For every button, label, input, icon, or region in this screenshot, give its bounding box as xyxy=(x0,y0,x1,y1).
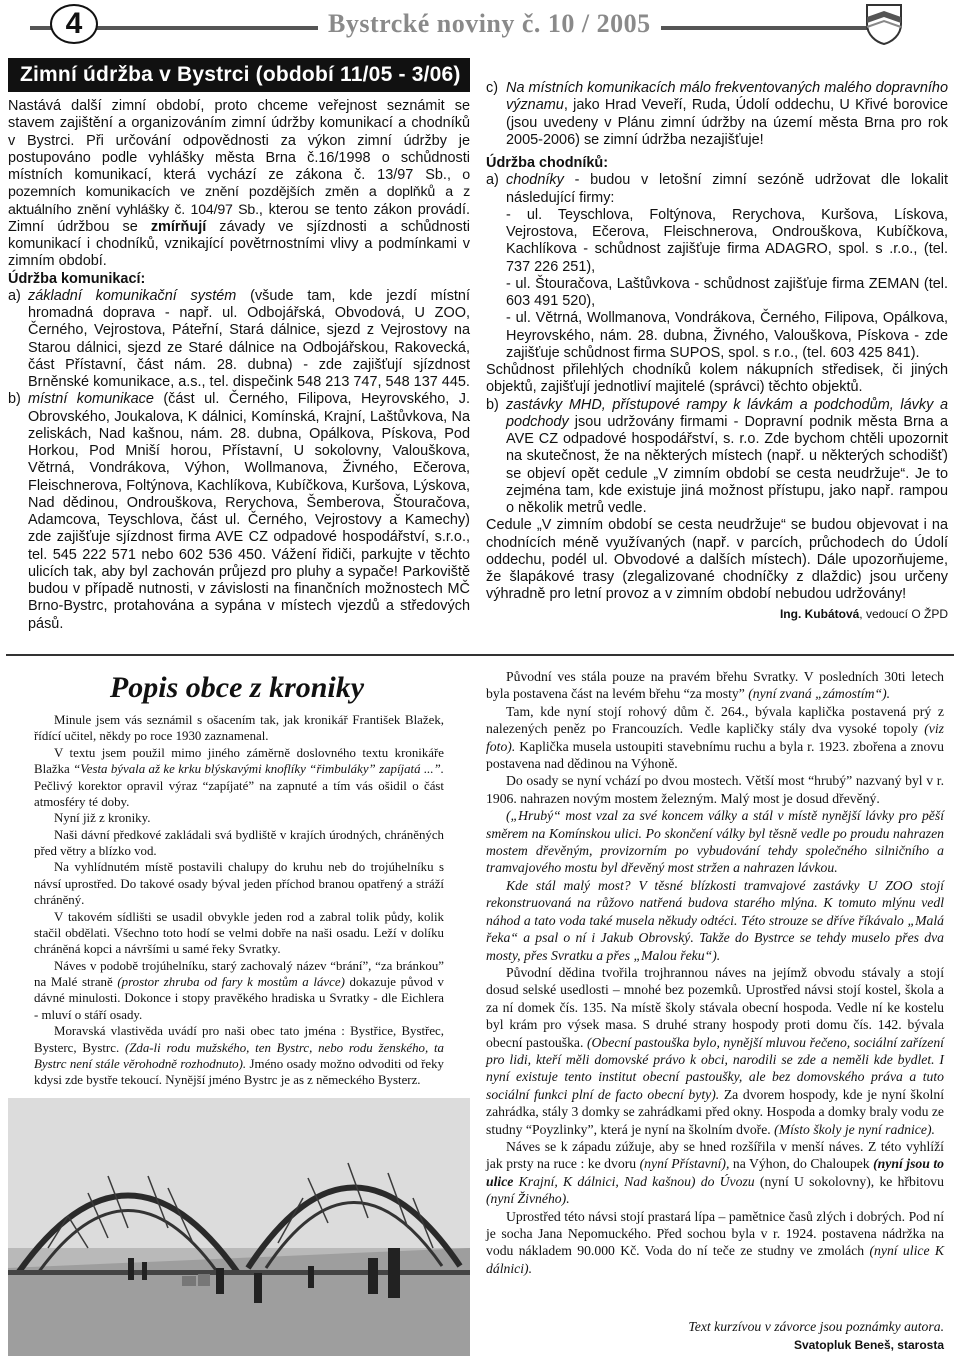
paragraph xyxy=(486,964,944,1138)
text: Kaplička musela ustoupiti stavebnímu ruchu a byla r. 1923. zbořena a znovu postavena nad dědinou na Výhoně. xyxy=(486,738,944,772)
paragraph: Na vyhlídnutém místě postavili chalupy do kruhu neb do trojúhelníku s návsí uprostřed. Do takové osady býval jeden příchod branou opatřený a stráží chráněný. xyxy=(34,860,444,908)
note: (nyní ulice K dálnici). xyxy=(486,1243,944,1276)
paragraph xyxy=(34,958,444,1024)
list-item-text: (část ul. Černého, Filipova, Heyrovského, J. Obrovského, Joukalova, K dálnici, Komínská, Krajní, Laštůvkova, Na zeliskách, Nad kašnou, nám. 28. dubna, Opálkova, Pískova, Pod Horkou, Pod Mniší horou, Přístavní, U sokolovny, Valouškova, Větrná, Vondrákova, Výhon, Wollmanova, Živného, Ečerova, Fleischnerova, Foltýnova, Kachlíkova, Kubíčkova, Kuršova, Lýskova, Nad dědinou, Ondrouškova, Rerychova, Šemberova, Štouračova, Adamcova, Teyschlova, část ul. Černého, Vejrostovy a Kamechy) zde zajišťuje sjízdnost firma AVE CZ odpadové hospodářství, s.r.o., tel. 545 222 571 nebo 602 536 450. Vážení řidiči, parkujte v těchto ulicích tak, aby byl zachován průjezd pro pluhy a sypače! Parkoviště budou v případě nutnosti, v závislosti na finančních možnostech MČ Brno-Bystrc, protahována a sypána v místech vjezdů a středových pásů. xyxy=(28,391,470,632)
page-number: 4 xyxy=(50,4,98,44)
paragraph xyxy=(486,807,944,877)
note: (viz foto). xyxy=(486,721,944,754)
article1-intro xyxy=(8,98,470,271)
paragraph: Do osady se nyní vchází po dvou mostech. Větší most “hrubý” nazvaný byl v r. 1906. nahrazen novým mostem železným. Malý most je dosud dřevěný. xyxy=(486,773,944,806)
list-item-italic: základní komunikační systém xyxy=(28,287,237,304)
journal-title: Bystrcké noviny č. 10 / 2005 xyxy=(318,10,661,38)
text: Tam, kde nyní stojí rohový dům č. 264., bývala kaplička postavená prý z nalezených peněz po Francouzích. Vedle kapličky stály dva vysoké topoly xyxy=(486,703,944,737)
article1-right-column-content xyxy=(486,80,948,623)
paragraph xyxy=(486,668,944,703)
intro-text: Nastává další zimní období, proto chceme veřejnost seznámit se stavem zajištění a organizováním zimní údržby komunikací a chodníků v Bystrci. Při určování odpovědnosti za výkon zimní údržby je postupováno podle vyhlášky města Brna č.16/1998 o schůdnosti místních komunikací, která vychází ze zákona č. 13/97 Sb. xyxy=(8,98,470,183)
article2-left-column xyxy=(34,712,444,1089)
heading-udrzba-komunikaci: Údržba komunikací: xyxy=(8,270,146,287)
heading-udrzba-chodniku: Údržba chodníků: xyxy=(486,155,609,171)
paragraph: Nyní již z kroniky. xyxy=(54,811,151,826)
paragraph xyxy=(34,745,444,811)
intro-text-2: , kterou se tento zákon provádí. Zimní údržbou se xyxy=(8,201,470,235)
article2-author: Svatopluk Beneš, starosta xyxy=(793,1338,944,1352)
chodniky-firm-2: - ul. Štouračova, Laštůvkova - schůdnost zajišťuje firma ZEMAN (tel. 603 491 520), xyxy=(506,275,948,309)
paragraph xyxy=(486,1138,944,1208)
list-label: c) xyxy=(486,80,499,96)
article-title-kronika: Popis obce z kroniky xyxy=(109,671,365,704)
paragraph: Minule jsem vás seznámil s ošacením tak, jak kronikář František Blažek, řídící učitel, někdy po roce 1930 zaznamenal. xyxy=(34,713,444,744)
text: dokazuje původ v dávné minulosti. Dokonce i stopy pravěkého hradiska u Svratky - dle Eichlera - mluví o stáří osady. xyxy=(34,975,444,1022)
note: (Obecní pastouška bylo, nynější mluvou řečeno, sociální zařízení pro lidi, kteří měli domovské právo k obci, narodili se zde a neměli kde bydlet. I nyní existuje tento institut obecní pastoušky, ale bez domovského práva a tuto sociální funkci plní de facto obecní byty). xyxy=(486,1034,944,1102)
text: Náves v podobě trojúhelníku, starý zachovalý název “brání”, “za bránkou” na Malé straně xyxy=(34,958,444,989)
list-item-text: - budou v letošní zimní sezóně udržovat dle lokalit následující firmy: xyxy=(506,172,948,206)
page-header xyxy=(0,0,960,46)
paragraph xyxy=(34,1023,444,1089)
text: Uprostřed této návsi stojí prastará lípa – pamětnice časů zlých i dobrých. Pod ní je socha Jana Nepomuckého. Před sochou byla v r. 1924. postavena nádržka na vodu nákladem 90.000 Kč. Voda do ní teče ze studny ve zmolách xyxy=(486,1208,944,1259)
chodniky-item-b xyxy=(486,397,948,518)
text: (nyní U sokolovny), xyxy=(759,1173,875,1189)
list-item-c xyxy=(486,80,948,149)
chodniky-firm-3: - ul. Větrná, Wollmanova, Vondrákova, Černého, Filipova, Opálkova, Heyrovského, nám. 28. dubna, Živného, Valouškova, Pískova - zde zajišťuje schůdnost firma SUPOS, spol. s r.o., (tel. 603 425 841). xyxy=(506,310,948,361)
list-item-b xyxy=(8,391,470,633)
list-label: a) xyxy=(8,287,21,304)
text: Náves se k západu zúžuje, aby se hned rozšířila v menší náves. Z této vyhlíží jak prsty na ruce : ke dvoru xyxy=(486,1138,944,1172)
list-item-italic: Na místních komunikacích málo frekventovaných malého dopravního významu xyxy=(506,80,948,114)
chodniky-firm-1: - ul. Teyschlova, Foltýnova, Rerychova, Kuršova, Lískova, Vejrostova, Ečerova, Fleischnerova, Ondrouškova, Kubíčkova, Kachlíkova - schůdnost zajišťuje firma ADAGRO, spol. s .r.o., (tel. 737 226 251), xyxy=(506,206,948,275)
section-divider xyxy=(6,654,954,656)
chodniky-item-a xyxy=(486,172,948,207)
intro-text-3: závady ve sjízdnosti a schůdnosti komunikací i chodníků, vznikající povětrnostními vlivy a podmínkami v zimním období. xyxy=(8,218,470,270)
bridge-photo-icon xyxy=(8,1098,470,1356)
list-label: a) xyxy=(486,172,499,189)
article1-signature xyxy=(486,606,948,623)
note-bold: (nyní jsou to ulice xyxy=(486,1156,944,1189)
list-label: b) xyxy=(8,391,21,408)
note: (nyní Přístavní), xyxy=(639,1156,730,1172)
note: (prostor zhruba od fary k mostům a lávce) xyxy=(117,975,345,989)
bridge-photo xyxy=(8,1098,470,1356)
list-item-text: , jako Hrad Veveří, Ruda, Údolí oddechu, U Křivé borovice (jsou uvedeny v Plánu zimní údržby na území města Brna pro rok 2005-2006) se zimní údržba nezajišťuje! xyxy=(506,97,948,148)
article1-left-column xyxy=(8,98,470,633)
text: ke hřbitovu xyxy=(874,1173,944,1189)
article-title-zimni-udrzba: Zimní údržba v Bystrci (období 11/05 - 3/06) xyxy=(8,58,470,92)
text: Původní ves stála pouze na pravém břehu Svratky. V posledních 30ti letech byla postavena část na levém břehu “za mosty” xyxy=(486,669,944,702)
note: (Místo školy je nyní radnice). xyxy=(774,1121,935,1137)
article2-right-column xyxy=(486,668,944,1277)
paragraph: Naši dávní předkové zakládali svá bydliště v krajích úrodných, chráněných před větry a blízko vod. xyxy=(34,827,444,858)
quote: “Vesta bývala až ke krku blýskavými knoflíky “řimbuláky” zapíjatá ...”. xyxy=(73,762,444,777)
paragraph xyxy=(486,1208,944,1278)
text: Za dvorem hospody, kde je nyní školní zahrádka, stály 3 domky se zahrádkami před okny. Hospoda a domky braly vodu ze studny “Poyzlinky”, která je nyní na školním dvoře. xyxy=(486,1086,944,1137)
paragraph: V takovém sídlišti se usadil obvykle jeden rod a zabral tolik půdy, kolik stačil obdělati. Všechno toto hodí se velmi dobře na naši osadu. Leží v dolíku chráněná kopci a návršími u samé řeky Svratky. xyxy=(34,909,444,957)
bystrc-emblem-icon xyxy=(864,2,904,46)
text: Pečlivý korektor opravil výraz “zapíjaté” na zapnuté a tím vás ošidil o část atmosféry té doby. xyxy=(34,778,444,809)
paragraph xyxy=(486,703,944,773)
list-item-italic: zastávky MHD, přístupové rampy k lávkám a podchodům, lávky a podchody xyxy=(506,396,948,430)
intro-text-small: , o pozemních komunikacích ve znění pozdějších změn a doplňků a z aktuálního znění vyhlášky č. 104/97 Sb. xyxy=(8,167,470,218)
note: (Zda-li rodu mužského, ten Bystrc, nebo rodu ženského, ta Bystrc není stále věrohodně rozhodnuto). xyxy=(34,1040,444,1071)
note: Kde stál malý most? V těsné blízkosti tramvajové zastávky U ZOO stojí rekonstruovaná na růžovo natřená budova starého mlýna. K tomuto mlýnu vedl náhod a tato voda také musela někudy odtéci. Této strouze se dříve říkávalo „Malá řeka“ a psal o ní i Jakub Obrovský. Takže do Bystrce se tehdy muselo přes dva mosty, přes Svratku a přes „Malou řeku“). xyxy=(486,877,944,963)
paragraph xyxy=(486,877,944,964)
chodniky-note: Schůdnost přilehlých chodníků kolem nákupních středisek, či jiných objektů, zajišťují jednotliví majitelé (správci) těchto objektů. xyxy=(486,362,948,396)
text: Moravská vlastivěda uvádí pro naši obec tato jména : Bystřice, Bystřec, Bysterc, Bystrc. xyxy=(34,1024,444,1055)
author-note: Text kurzívou v závorce jsou poznámky autora. xyxy=(688,1319,944,1334)
list-label: b) xyxy=(486,396,499,413)
signature-role: , vedoucí O ŽPD xyxy=(859,606,948,621)
list-item-a xyxy=(8,288,470,392)
text: Jméno osady možno odvoditi od řeky kdysi zde bystře tekoucí. Nynější jméno Bystrc je as z německého Bysterz. xyxy=(34,1056,444,1088)
note: Krajní, K dálnici, Nad kašnou) do Úvozu xyxy=(513,1173,760,1189)
list-item-text: (všude tam, kde jezdí místní hromadná doprava - např. ul. Odbojářská, Obvodová, U ZOO, Černého, Vejrostova, Páteřní, Stará dálnice, sjezd z Vejrostovy na Starou dálnici, sjezd ze Staré dálnice na Odbojářskou, Rakovecká, část Přístavní, část nám. 28. dubna) - zde zajišťují sjízdnost Brněnské komunikace, a.s., tel. dispečink 548 213 747, 548 137 445. xyxy=(28,287,470,390)
text: Původní dědina tvořila trojhrannou náves na jejímž obvodu stávaly a stojí dosud selské usedlosti – mnohé bez pozemků. Uprostřed návsi stojí kostel, škola a za ní domek čís. 135. Na místě školy stávala obecní hospoda. Vedle ní ke kostelu byl krám pro výsek masa. S druhé strany hospody proti domu čís. 142. bývala obecní pastouška. xyxy=(486,964,944,1050)
note: (nyní Živného). xyxy=(486,1191,570,1207)
list-item-text: jsou udržovány firmami - Dopravní podnik města Brna a AVE CZ odpadové hospodářství, s. r.o. Zde bychom chtěli upozornit na skutečnost, že na některých místech (např. u některých schodišť) se objeví opět cedule „V zimním období se cesta neudržuje“. Je to zejména tam, kde existuje jiná možnost přístupu, jako např. rampou o několik metrů vedle. xyxy=(506,413,948,516)
text: na Výhon, do Chaloupek xyxy=(729,1156,874,1172)
list-item-italic: chodníky xyxy=(506,172,564,189)
signature-name: Ing. Kubátová xyxy=(779,606,860,621)
text: V textu jsem použil mimo jiného záměrně doslovného textu kronikáře Blažka xyxy=(34,745,444,777)
closing-paragraph: Cedule „V zimním období se cesta neudržuje“ se budou objevovat i na chodnících méně využívaných (např. v parcích, průchodech do Údolí oddechu, podél ul. Obvodové a dalších místech). Dále upozorňujeme, že šlapákové trasy (zlegalizované chodníčky z dlaždic) jsou určeny výhradně pro letní provoz a v zimním období nebudou udržovány! xyxy=(486,517,948,603)
list-item-italic: místní komunikace xyxy=(28,391,154,408)
note: (nyní zvaná „zámostím“). xyxy=(748,686,891,702)
note: („Hrubý“ most vzal za své koncem války a stál v místě nynější lávky pro pěší směrem na Komínskou ulici. Po skončení války byl těsně vedle po proudu nahrazen mostem dřevěným, provizorním po vybudování tehdy společného silničního a tramvajového mostu byl dřevěný most stržen a nahrazen lávkou. xyxy=(486,808,944,876)
intro-bold-word: zmírňují xyxy=(150,218,207,235)
